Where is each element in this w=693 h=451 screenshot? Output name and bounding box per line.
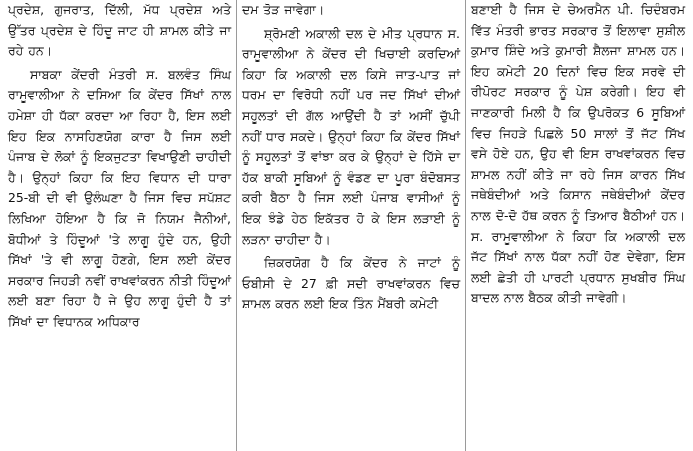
- article-paragraph: ਪ੍ਰਦੇਸ਼, ਗੁਜਰਾਤ, ਦਿੱਲੀ, ਮੱਧ ਪ੍ਰਦੇਸ਼ ਅਤੇ ਉੱਤਰ ਪ੍ਰਦੇਸ਼ ਦੇ ਹਿੰਦੂ ਜਾਟ ਹੀ ਸ਼ਾਮਲ ਕੀਤੇ ਜਾ ਰਹੇ ਹਨ।: [8, 2, 231, 59]
- article-paragraph: ਸਾਬਕਾ ਕੇਂਦਰੀ ਮੰਤਰੀ ਸ. ਬਲਵੰਤ ਸਿੰਘ ਰਾਮੂਵਾਲੀਆ ਨੇ ਦਸਿਆ ਕਿ ਕੇਂਦਰ ਸਿੱਖਾਂ ਨਾਲ ਹਮੇਸ਼ਾ ਹੀ ਧੱਕਾ ਕਰਦਾ ਆ ਰਿਹਾ ਹੈ, ਇਸ ਲਈ ਇਹ ਇਕ ਨਾਸਹਿਣਯੋਗ ਕਾਰਾ ਹੈ ਜਿਸ ਲਈ ਪੰਜਾਬ ਦੇ ਲੋਕਾਂ ਨੂੰ ਇਕਜੁਟਤਾ ਵਿਖਾਉਣੀ ਚਾਹੀਦੀ ਹੈ। ਉਨ੍ਹਾਂ ਕਿਹਾ ਕਿ ਇਹ ਵਿਧਾਨ ਦੀ ਧਾਰਾ 25-ਬੀ ਦੀ ਵੀ ਉਲੰਘਣਾ ਹੈ ਜਿਸ ਵਿਚ ਸਪੱਸ਼ਟ ਲਿਖਿਆ ਹੋਇਆ ਹੈ ਕਿ ਜੋ ਨਿਯਮ ਜੈਨੀਆਂ, ਬੋਧੀਆਂ ਤੇ ਹਿੰਦੂਆਂ 'ਤੇ ਲਾਗੂ ਹੁੰਦੇ ਹਨ, ਉਹੀ ਸਿੱਖਾਂ 'ਤੇ ਵੀ ਲਾਗੂ ਹੋਣਗੇ, ਇਸ ਲਈ ਕੇਂਦਰ ਸਰਕਾਰ ਜਿਹੜੀ ਨਵੀਂ ਰਾਖਵਾਂਕਰਨ ਨੀਤੀ ਹਿੰਦੂਆਂ ਲਈ ਬਣਾ ਰਿਹਾ ਹੈ ਜੇ ਉਹ ਲਾਗੂ ਹੁੰਦੀ ਹੈ ਤਾਂ ਸਿੱਖਾਂ ਦਾ ਵਿਧਾਨਕ ਅਧਿਕਾਰ: [8, 66, 231, 329]
- article-column-1: [3, 0, 236, 451]
- article-column-3: [465, 0, 690, 451]
- article-column-2: [236, 0, 465, 451]
- article-paragraph: ਬਣਾਈ ਹੈ ਜਿਸ ਦੇ ਚੇਅਰਮੈਨ ਪੀ. ਚਿਦੰਬਰਮ ਵਿੱਤ ਮੰਤਰੀ ਭਾਰਤ ਸਰਕਾਰ ਤੋਂ ਇਲਾਵਾ ਸੁਸ਼ੀਲ ਕੁਮਾਰ ਸ਼ਿੰਦੇ ਅਤੇ ਕੁਮਾਰੀ ਸ਼ੈਲਜਾ ਸ਼ਾਮਲ ਹਨ। ਇਹ ਕਮੇਟੀ 20 ਦਿਨਾਂ ਵਿਚ ਇਕ ਸਰਵੇ ਦੀ ਰੀਪੋਰਟ ਸਰਕਾਰ ਨੂੰ ਪੇਸ਼ ਕਰੇਗੀ। ਇਹ ਵੀ ਜਾਣਕਾਰੀ ਮਿਲੀ ਹੈ ਕਿ ਉਪਰੋਕਤ 6 ਸੂਬਿਆਂ ਵਿਚ ਜਿਹੜੇ ਪਿਛਲੇ 50 ਸਾਲਾਂ ਤੋਂ ਜੱਟ ਸਿੱਖ ਵਸੇ ਹੋਏ ਹਨ, ਉਹ ਵੀ ਇਸ ਰਾਖਵਾਂਕਰਨ ਵਿਚ ਸ਼ਾਮਲ ਨਹੀਂ ਕੀਤੇ ਜਾ ਰਹੇ ਜਿਸ ਕਾਰਨ ਸਿੱਖ ਜਥੇਬੰਦੀਆਂ ਅਤੇ ਕਿਸਾਨ ਜਥੇਬੰਦੀਆਂ ਕੇਂਦਰ ਨਾਲ ਦੋ-ਦੋ ਹੱਥ ਕਰਨ ਨੂੰ ਤਿਆਰ ਬੈਠੀਆਂ ਹਨ। ਸ. ਰਾਮੂਵਾਲੀਆ ਨੇ ਕਿਹਾ ਕਿ ਅਕਾਲੀ ਦਲ ਜੱਟ ਸਿੱਖਾਂ ਨਾਲ ਧੱਕਾ ਨਹੀਂ ਹੋਣ ਦੇਵੇਗਾ, ਇਸ ਲਈ ਛੇਤੀ ਹੀ ਪਾਰਟੀ ਪ੍ਰਧਾਨ ਸੁਖਬੀਰ ਸਿੰਘ ਬਾਦਲ ਨਾਲ ਬੈਠਕ ਕੀਤੀ ਜਾਵੇਗੀ।: [471, 2, 685, 306]
- article-paragraph: ਸ਼੍ਰੋਮਣੀ ਅਕਾਲੀ ਦਲ ਦੇ ਮੀਤ ਪ੍ਰਧਾਨ ਸ. ਰਾਮੂਵਾਲੀਆ ਨੇ ਕੇਂਦਰ ਦੀ ਖਿਚਾਈ ਕਰਦਿਆਂ ਕਿਹਾ ਕਿ ਅਕਾਲੀ ਦਲ ਕਿਸੇ ਜਾਤ-ਪਾਤ ਜਾਂ ਧਰਮ ਦਾ ਵਿਰੋਧੀ ਨਹੀਂ ਪਰ ਜਦ ਸਿੱਖਾਂ ਦੀਆਂ ਸਹੂਲਤਾਂ ਦੀ ਗੱਲ ਆਉਂਦੀ ਹੈ ਤਾਂ ਅਸੀਂ ਚੁੱਪੀ ਨਹੀਂ ਧਾਰ ਸਕਦੇ। ਉਨ੍ਹਾਂ ਕਿਹਾ ਕਿ ਕੇਂਦਰ ਸਿੱਖਾਂ ਨੂੰ ਸਹੂਲਤਾਂ ਤੋਂ ਵਾਂਝਾ ਕਰ ਕੇ ਉਨ੍ਹਾਂ ਦੇ ਹਿੱਸੇ ਦਾ ਹੱਕ ਬਾਕੀ ਸੂਬਿਆਂ ਨੂੰ ਵੰਡਣ ਦਾ ਪੂਰਾ ਬੰਦੋਬਸਤ ਕਰੀ ਬੈਠਾ ਹੈ ਜਿਸ ਲਈ ਪੰਜਾਬ ਵਾਸੀਆਂ ਨੂੰ ਇਕ ਝੰਡੇ ਹੇਠ ਇਕੱਤਰ ਹੋ ਕੇ ਇਸ ਲੜਾਈ ਨੂੰ ਲੜਨਾ ਚਾਹੀਦਾ ਹੈ।: [242, 25, 460, 247]
- article-paragraph: ਦਮ ਤੋੜ ਜਾਵੇਗਾ।: [242, 2, 325, 17]
- article-paragraph: ਜ਼ਿਕਰਯੋਗ ਹੈ ਕਿ ਕੇਂਦਰ ਨੇ ਜਾਟਾਂ ਨੂੰ ਓਬੀਸੀ ਦੇ 27 ਫ਼ੀ ਸਦੀ ਰਾਖਵਾਂਕਰਨ ਵਿਚ ਸ਼ਾਮਲ ਕਰਨ ਲਈ ਇਕ ਤਿੰਨ ਮੈਂਬਰੀ ਕਮੇਟੀ: [242, 255, 460, 312]
